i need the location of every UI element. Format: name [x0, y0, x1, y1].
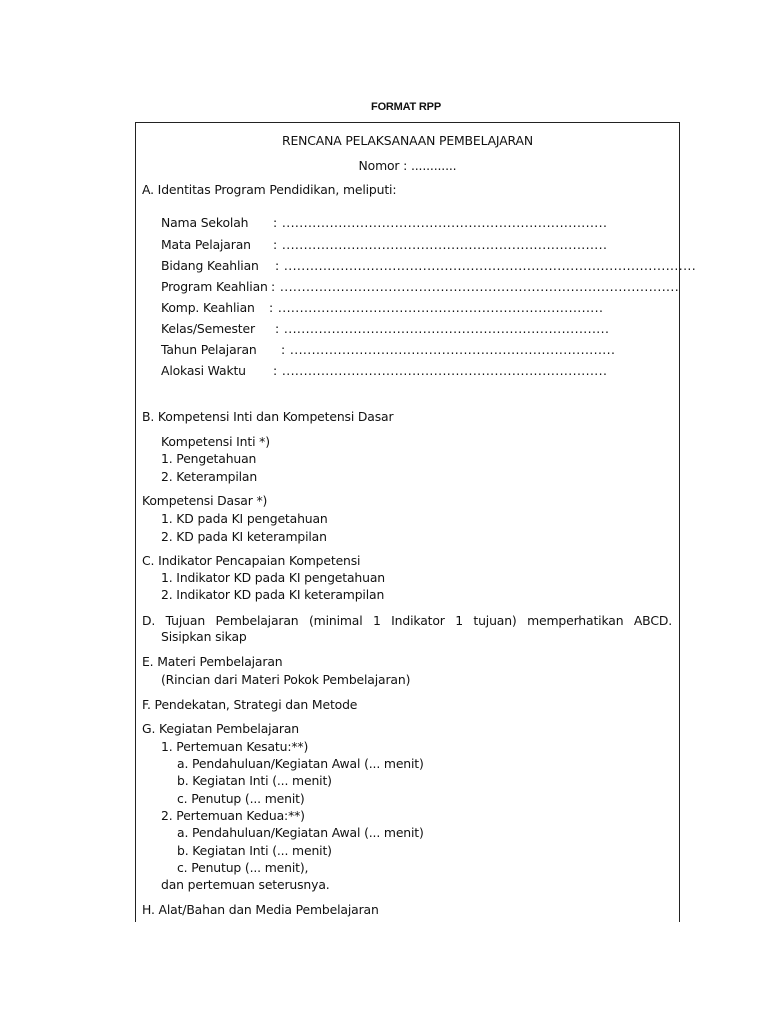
kd-title: Kompetensi Dasar *): [142, 493, 268, 508]
field-value: : ...........................................................................: [275, 321, 610, 336]
list-item: c. Penutup (... menit): [177, 791, 305, 806]
section-d-word: Indikator: [391, 613, 445, 628]
section-d-word: Tujuan: [165, 613, 206, 628]
section-b-heading: B. Kompetensi Inti dan Kompetensi Dasar: [142, 409, 394, 424]
field-label: Kelas/Semester: [161, 321, 255, 336]
field-nama-sekolah: [161, 215, 607, 231]
field-label: Alokasi Waktu: [161, 363, 246, 378]
list-item: 1. KD pada KI pengetahuan: [161, 511, 328, 526]
list-item: 1. Indikator KD pada KI pengetahuan: [161, 570, 385, 585]
ki-title: Kompetensi Inti *): [161, 434, 270, 449]
list-item: c. Penutup (... menit),: [177, 860, 309, 875]
field-value: : ............................................................................................: [271, 279, 680, 294]
section-e-note: (Rincian dari Materi Pokok Pembelajaran): [161, 672, 411, 687]
meeting-2-title: 2. Pertemuan Kedua:**): [161, 808, 305, 823]
list-item: a. Pendahuluan/Kegiatan Awal (... menit): [177, 756, 424, 771]
section-g-heading: G. Kegiatan Pembelajaran: [142, 721, 299, 736]
field-kelas-semester: [161, 321, 609, 337]
field-label: Nama Sekolah: [161, 215, 249, 230]
section-g-closing: dan pertemuan seterusnya.: [161, 877, 330, 892]
section-f-heading: F. Pendekatan, Strategi dan Metode: [142, 697, 358, 712]
section-d-line2: Sisipkan sikap: [161, 629, 247, 644]
section-h-heading: H. Alat/Bahan dan Media Pembelajaran: [142, 902, 379, 917]
list-item: 2. Indikator KD pada KI keterampilan: [161, 587, 385, 602]
field-program-keahlian: [161, 279, 679, 295]
section-e-heading: E. Materi Pembelajaran: [142, 654, 283, 669]
list-item: 1. Pengetahuan: [161, 451, 257, 466]
rpp-form-box: [135, 122, 697, 922]
field-label: Komp. Keahlian: [161, 300, 255, 315]
field-value: : ...........................................................................: [273, 215, 608, 230]
field-value: : ...........................................................................: [281, 342, 616, 357]
meeting-1-title: 1. Pertemuan Kesatu:**): [161, 739, 309, 754]
field-alokasi-waktu: [161, 363, 607, 379]
section-d-word: Pembelajaran: [215, 613, 299, 628]
section-d-word: memperhatikan: [527, 613, 624, 628]
section-a-heading: A. Identitas Program Pendidikan, meliputi:: [142, 182, 397, 197]
field-bidang-keahlian: [161, 258, 696, 274]
section-d-line1: [142, 613, 672, 629]
list-item: b. Kegiatan Inti (... menit): [177, 843, 332, 858]
section-d-word: D.: [142, 613, 156, 628]
field-value: : ...............................................................................................: [275, 258, 697, 273]
field-value: : ...........................................................................: [269, 300, 604, 315]
section-d-word: ABCD.: [633, 613, 672, 628]
page-header-title: FORMAT RPP: [371, 101, 441, 113]
section-d-word: 1: [372, 613, 381, 628]
form-nomor: Nomor : ............: [358, 158, 457, 173]
field-label: Mata Pelajaran: [161, 237, 251, 252]
form-title: RENCANA PELAKSANAAN PEMBELAJARAN: [282, 133, 533, 148]
list-item: 2. Keterampilan: [161, 469, 258, 484]
field-label: Program Keahlian: [161, 279, 268, 294]
field-label: Bidang Keahlian: [161, 258, 259, 273]
section-c-heading: C. Indikator Pencapaian Kompetensi: [142, 553, 361, 568]
field-value: : ...........................................................................: [273, 363, 608, 378]
section-d-word: tujuan): [473, 613, 517, 628]
field-tahun-pelajaran: [161, 342, 615, 358]
field-value: : ...........................................................................: [273, 237, 608, 252]
list-item: b. Kegiatan Inti (... menit): [177, 773, 332, 788]
list-item: a. Pendahuluan/Kegiatan Awal (... menit): [177, 825, 424, 840]
field-komp-keahlian: [161, 300, 603, 316]
section-d-word: (minimal: [308, 613, 363, 628]
section-d-word: 1: [455, 613, 463, 628]
field-mata-pelajaran: [161, 237, 607, 253]
field-label: Tahun Pelajaran: [161, 342, 257, 357]
list-item: 2. KD pada KI keterampilan: [161, 529, 327, 544]
